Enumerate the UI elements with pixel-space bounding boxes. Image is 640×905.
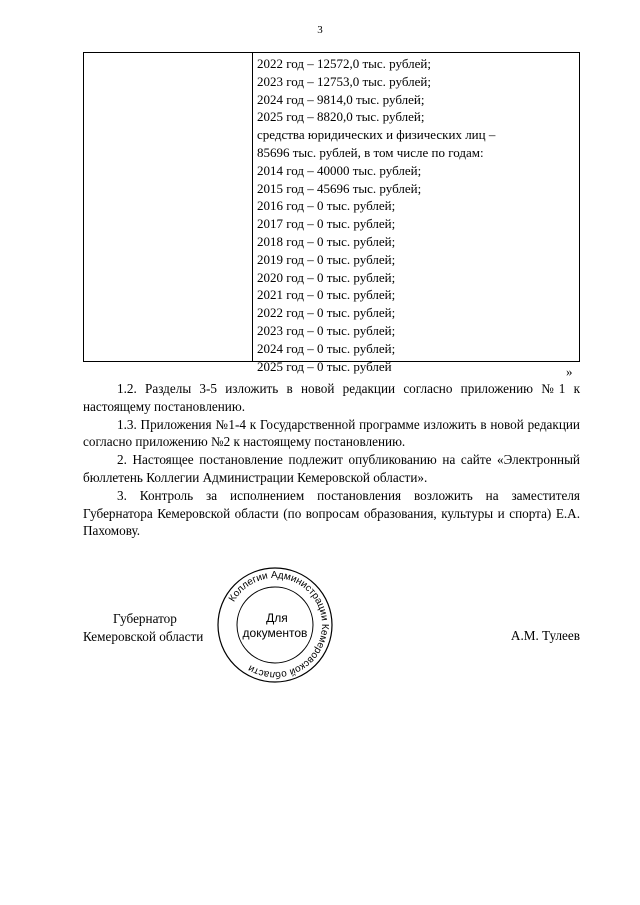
table-line: 2017 год – 0 тыс. рублей;: [257, 216, 396, 232]
table-line: 2019 год – 0 тыс. рублей;: [257, 251, 396, 267]
paragraph-1-3: 1.3. Приложения №1-4 к Государственной программе изложить в новой редакции согласно приложению №2 к настоящему постановлению.: [83, 416, 580, 450]
body-text: [83, 380, 580, 540]
table-line: 2024 год – 0 тыс. рублей;: [257, 340, 396, 356]
table-left-cell: [84, 53, 253, 361]
table-line: 2015 год – 45696 тыс. рублей;: [257, 180, 422, 196]
official-stamp: [216, 566, 334, 684]
paragraph-1-2: 1.2. Разделы 3-5 изложить в новой редакции согласно приложению №1 к настоящему постановлению.: [83, 381, 580, 414]
signatory-title-line2: Кемеровской области: [83, 628, 204, 644]
paragraph-3: 3. Контроль за исполнением постановления возложить на заместителя Губернатора Кемеровской области (по вопросам образования, культуры и спорта) Е.А. Пахомову.: [83, 487, 580, 539]
table-line: 2023 год – 12753,0 тыс. рублей;: [257, 73, 431, 89]
table-line: 2024 год – 9814,0 тыс. рублей;: [257, 91, 425, 107]
table-line: средства юридических и физических лиц –: [257, 127, 496, 143]
table-line: 2025 год – 8820,0 тыс. рублей;: [257, 109, 425, 125]
table-line: 2022 год – 0 тыс. рублей;: [257, 305, 396, 321]
table-right-cell: [253, 53, 579, 374]
table-line: 2020 год – 0 тыс. рублей;: [257, 269, 396, 285]
stamp-ring-text: Коллегии Администрации Кемеровской области: [226, 569, 331, 681]
table-line: 2014 год – 40000 тыс. рублей;: [257, 162, 422, 178]
table-line: 85696 тыс. рублей, в том числе по годам:: [257, 144, 484, 160]
table-line: 2021 год – 0 тыс. рублей;: [257, 287, 396, 303]
paragraph-2: 2. Настоящее постановление подлежит опубликованию на сайте «Электронный бюллетень Коллегии Администрации Кемеровской области».: [83, 452, 580, 485]
table-line: 2018 год – 0 тыс. рублей;: [257, 233, 396, 249]
table-line: 2016 год – 0 тыс. рублей;: [257, 198, 396, 214]
table-line: 2022 год – 12572,0 тыс. рублей;: [257, 56, 431, 71]
signatory-title-line1: Губернатор: [113, 611, 177, 626]
stamp-center-line2: документов: [242, 626, 308, 640]
closing-quote: »: [566, 364, 573, 379]
table-line: 2023 год – 0 тыс. рублей;: [257, 322, 396, 338]
signatory-title: [83, 610, 203, 646]
signatory-name: А.М. Тулеев: [510, 628, 580, 643]
page-number: 3: [317, 24, 323, 36]
table-line: 2025 год – 0 тыс. рублей: [257, 358, 392, 374]
stamp-center-line1: Для: [266, 611, 288, 625]
funding-table: [83, 52, 580, 374]
